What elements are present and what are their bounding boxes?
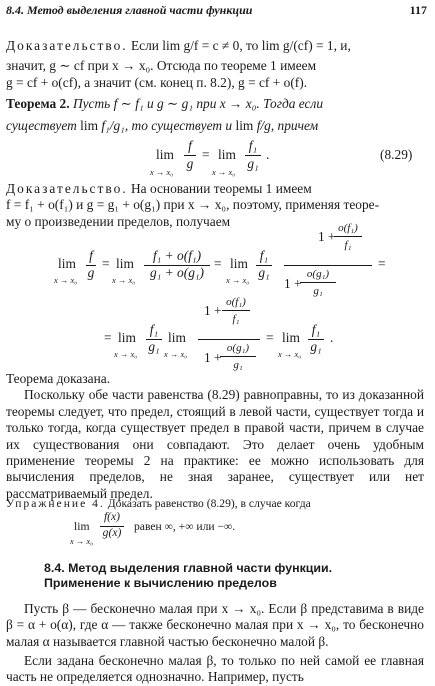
r1-f1-inner: f₁: [344, 239, 352, 251]
r2-eq-2: =: [266, 330, 274, 345]
r1-eq-3: =: [378, 256, 386, 271]
r2-lim-3: lim: [282, 330, 300, 345]
theorem-proved: Теорема доказана.: [6, 371, 111, 386]
r2-g1-inner: g₁: [233, 359, 243, 371]
ex-lim: lim: [74, 520, 90, 533]
proof-1-line-3: g = cf + o(cf), а значит (см. конец п. 8.2), g = cf + o(f).: [6, 75, 308, 90]
ex-num: f(x): [103, 510, 121, 523]
r1-g1-inner: g₁: [313, 285, 323, 297]
r2-sub-3: x → x₀: [278, 349, 302, 359]
proof-1-line-2: значит, g ∼ cf при x → x₀. Отсюда по теореме 1 имеем: [6, 58, 317, 73]
r1-eq-1: =: [102, 256, 110, 271]
eq829-dot: .: [266, 147, 270, 162]
exercise-4-line-1: [6, 497, 424, 511]
r2-sub-1: x → x₀: [114, 349, 138, 359]
page-number: 117: [409, 3, 427, 17]
section-8-4-title-line-2: Применение к вычислению пределов: [44, 576, 277, 590]
r1-one-plus-den: 1 +: [284, 276, 302, 291]
eq829-num-f: f: [188, 138, 192, 153]
theorem-2-line-1: [6, 96, 424, 112]
theorem-2-text-2a: существует: [6, 118, 77, 134]
header-section-title: 8.4. Метод выделения главной части функции: [6, 3, 253, 17]
r1-den-1: g₁ + o(g₁): [149, 265, 205, 280]
r2-eq-1: =: [104, 330, 112, 345]
r1-sub-3: x → x₀: [226, 275, 250, 285]
proof-1: [6, 38, 424, 91]
proof-1-line-1: [6, 38, 424, 58]
r1-of1: o(f₁): [338, 222, 358, 234]
r1-sub-1: x → x₀: [54, 275, 78, 285]
eq829-lim-right: lim: [218, 147, 236, 162]
section-8-4-title-line-1: 8.4. Метод выделения главной части функции.: [44, 561, 333, 575]
theorem-2-line-2: [6, 118, 424, 134]
theorem-2: [6, 96, 424, 135]
r2-lim-2: lim: [168, 330, 186, 345]
r2-lim-1: lim: [118, 330, 136, 345]
r1-eq-2: =: [214, 256, 222, 271]
exercise-4-label: Упражнение 4.: [6, 497, 105, 510]
r2-f1-b: f₁: [311, 322, 321, 337]
r2-sub-2: x → x₀: [164, 349, 188, 359]
r1-f1: f₁: [259, 248, 269, 263]
r1-sub-2: x → x₀: [112, 275, 136, 285]
eq829-den-g1: g₁: [247, 156, 259, 171]
section-8-4-heading: [44, 561, 424, 591]
r2-dot: .: [330, 330, 334, 345]
r2-f1-inner: f₁: [232, 313, 240, 325]
r1-lim-3: lim: [230, 256, 248, 271]
eq829-num-f1: f₁: [248, 138, 258, 153]
theorem-2-text-2c: , причем: [270, 118, 319, 134]
exercise-4: [6, 497, 424, 511]
r2-g1-b: g₁: [310, 339, 322, 354]
paragraph-main-part: Пусть β — бесконечно малая при x → x₀. Если β представима в виде β = α + o(α), где α — также бесконечно малая при x → x₀, то бесконечно малая α называется главной частью бесконечно малой β.: [6, 601, 424, 649]
proof-2-label: Доказательство.: [6, 181, 128, 196]
proof-1-text-1: Если lim g/f = c ≠ 0, то lim g/(cf) = 1, и,: [130, 38, 351, 53]
ex-sub: x → x₀: [70, 536, 94, 546]
r2-og1: o(g₁): [226, 342, 250, 354]
proof-2-line-1: [6, 181, 424, 197]
running-header: [6, 2, 427, 18]
eq829-den-g: g: [186, 156, 194, 171]
eq829-lim-left: lim: [156, 147, 174, 162]
proof-2-text-1: На основании теоремы 1 имеем: [130, 181, 312, 196]
theorem-2-label: Теорема 2.: [6, 96, 70, 111]
r2-of1: o(f₁): [226, 296, 246, 308]
theorem-2-text-2b: , то существует и: [124, 118, 233, 134]
r1-og1: o(g₁): [306, 268, 330, 280]
theorem-2-lim-1: lim: [80, 118, 99, 134]
eq829-equals: =: [202, 147, 210, 162]
theorem-2-text-1: Пусть f ∼ f₁ и g ∼ g₁ при x → x₀. Тогда если: [72, 96, 324, 111]
ex-den: g(x): [102, 526, 122, 539]
r2-f1: f₁: [149, 322, 159, 337]
eq829-sub-right: x → x₀: [212, 167, 236, 177]
r2-one-plus-num: 1 +: [204, 303, 222, 318]
proof-2-line-2: f = f₁ + o(f₁) и g = g₁ + o(g₁) при x → x₀, поэтому, применяя теоре-: [6, 197, 380, 213]
body-text: [6, 371, 424, 502]
theorem-2-frac-1: f₁/g₁: [101, 118, 125, 134]
eq829-sub-left: x → x₀: [150, 167, 174, 177]
r2-g1: g₁: [148, 339, 160, 354]
proof-1-label: Доказательство.: [6, 38, 128, 53]
r1-lim-2: lim: [116, 256, 134, 271]
r1-f: f: [89, 248, 93, 263]
r1-g1: g₁: [258, 265, 270, 280]
eq829-number: (8.29): [380, 147, 413, 162]
r2-one-plus-den: 1 +: [204, 350, 222, 365]
r1-g: g: [87, 265, 95, 280]
r1-one-plus-num: 1 +: [318, 229, 336, 244]
r1-num-1: f₁ + o(f₁): [152, 248, 202, 263]
theorem-2-frac-2: f/g: [256, 118, 271, 134]
theorem-2-lim-2: lim: [235, 118, 254, 134]
paragraph-ambiguity: Если задана бесконечно малая β, то только по ней самой ее главная часть не определяется однозначно. Например, пусть: [6, 653, 424, 685]
ex-tail: равен ∞, +∞ или −∞.: [134, 520, 236, 533]
exercise-4-text: Доказать равенство (8.29), в случае когда: [107, 497, 311, 510]
paragraph-equivalence: Поскольку обе части равенства (8.29) равноправны, то из доказанной теоремы следует, что предел, стоящий в левой части, существует тогда и только тогда, когда существует предел в правой части, причем в случае их существования они совпадают. Это делает очень удобным применение теоремы 2 на практике: ее можно использовать для вычисления пределов, не зная заранее, существует или нет рассматриваемый предел.: [6, 387, 424, 501]
r1-lim-1: lim: [58, 256, 76, 271]
proof-2-line-3: му о произведении пределов, получаем: [6, 213, 231, 229]
